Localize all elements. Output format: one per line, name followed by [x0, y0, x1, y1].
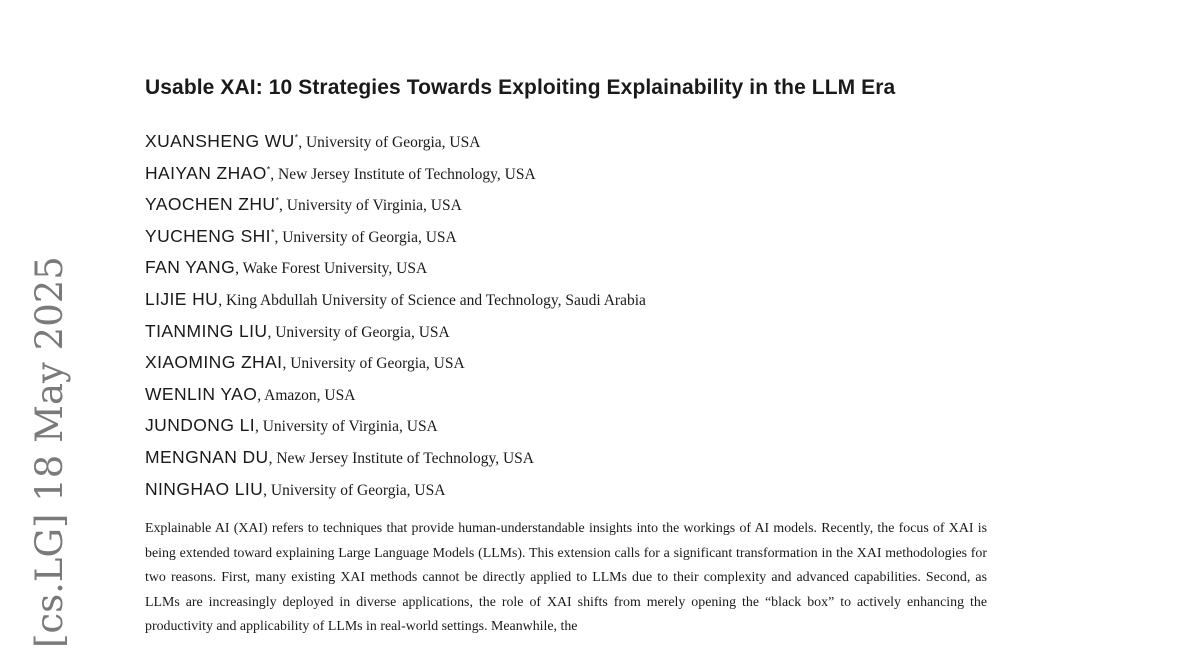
- author-name: FAN YANG: [145, 257, 236, 278]
- author-name: YAOCHEN ZHU: [145, 194, 276, 215]
- paper-title: Usable XAI: 10 Strategies Towards Exploiting Explainability in the LLM Era: [145, 76, 896, 99]
- author-affiliation: University of Georgia, USA: [282, 228, 457, 246]
- author-affiliation: Wake Forest University, USA: [242, 260, 428, 278]
- author-row: FAN YANG, Wake Forest University, USA: [145, 257, 428, 278]
- arxiv-date: 18 May 2025: [28, 256, 71, 502]
- author-affiliation: University of Georgia, USA: [270, 481, 446, 499]
- author-affiliation: New Jersey Institute of Technology, USA: [278, 165, 536, 183]
- author-row: HAIYAN ZHAO*, New Jersey Institute of Technology, USA: [145, 162, 536, 183]
- equal-contribution-mark: *: [275, 195, 279, 206]
- author-row: XIAOMING ZHAI, University of Georgia, USA: [145, 352, 465, 373]
- arxiv-side-stamp: [25, 256, 75, 648]
- author-name: XUANSHENG WU: [145, 131, 295, 151]
- author-name: MENGNAN DU: [145, 446, 269, 467]
- author-name: WENLIN YAO: [145, 383, 258, 404]
- equal-contribution-mark: *: [270, 227, 275, 238]
- author-name: XIAOMING ZHAI: [145, 352, 283, 373]
- author-list: [145, 127, 646, 506]
- author-affiliation: Amazon, USA: [264, 386, 356, 404]
- author-row: XUANSHENG WU*, University of Georgia, USA: [145, 131, 481, 151]
- author-affiliation: New Jersey Institute of Technology, USA: [276, 449, 534, 467]
- abstract-text: Explainable AI (XAI) refers to techniques that provide human-understandable insights into the workings of AI models. Recently, the focus of XAI is being extended toward explaining Large Language Models (LLMs). This extension calls for a significant transformation in the XAI methodologies for two reasons. First, many existing XAI methods cannot be directly applied to LLMs due to their complexity and advanced capabilities. Second, as LLMs are increasingly deployed in diverse applications, the role of XAI shifts from merely opening the “black box” to actively enhancing the productivity and applicability of LLMs in real-world settings. Meanwhile, the: [145, 521, 987, 635]
- author-affiliation: King Abdullah University of Science and Technology, Saudi Arabia: [225, 291, 646, 309]
- author-row: MENGNAN DU, New Jersey Institute of Technology, USA: [145, 446, 534, 467]
- author-row: JUNDONG LI, University of Virginia, USA: [145, 415, 438, 436]
- author-affiliation: University of Virginia, USA: [262, 418, 438, 436]
- author-affiliation: University of Georgia, USA: [305, 134, 481, 151]
- author-affiliation: University of Georgia, USA: [275, 323, 450, 341]
- author-row: WENLIN YAO, Amazon, USA: [145, 383, 356, 404]
- author-row: YAOCHEN ZHU*, University of Virginia, USA: [145, 194, 462, 215]
- arxiv-category: [cs.LG]: [28, 513, 71, 648]
- author-name: HAIYAN ZHAO: [145, 162, 267, 183]
- author-row: YUCHENG SHI*, University of Georgia, USA: [145, 225, 457, 246]
- author-name: LIJIE HU: [145, 288, 219, 309]
- author-row: NINGHAO LIU, University of Georgia, USA: [145, 478, 446, 499]
- author-name: YUCHENG SHI: [145, 225, 271, 246]
- author-row: LIJIE HU, King Abdullah University of Science and Technology, Saudi Arabia: [145, 288, 646, 309]
- author-name: TIANMING LIU: [145, 320, 268, 341]
- author-name: NINGHAO LIU: [145, 478, 264, 499]
- author-affiliation: University of Georgia, USA: [290, 355, 465, 373]
- author-affiliation: University of Virginia, USA: [286, 197, 462, 215]
- equal-contribution-mark: *: [294, 132, 299, 143]
- author-row: TIANMING LIU, University of Georgia, USA: [145, 320, 450, 341]
- equal-contribution-mark: *: [266, 164, 271, 175]
- author-name: JUNDONG LI: [145, 415, 255, 436]
